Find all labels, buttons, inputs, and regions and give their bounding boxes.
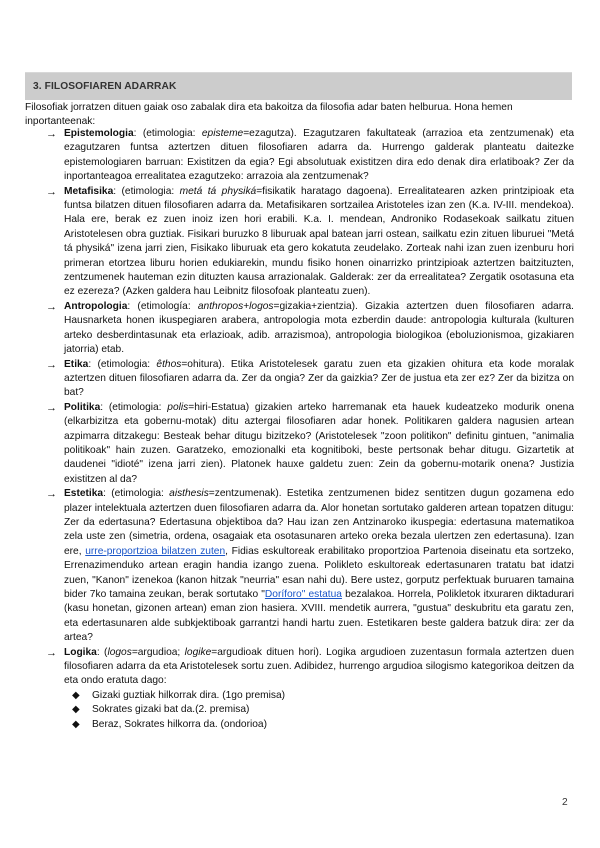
etymology-word: metá tá physiká: [179, 185, 257, 197]
etymology-prefix: : (etimologia:: [133, 128, 202, 139]
term-label: Metafisika: [64, 185, 114, 197]
conclusion: Beraz, Sokrates hilkorra da. (ondorioa): [92, 718, 267, 730]
etymology-mid: =argudioa;: [131, 646, 185, 658]
section-title: 3. FILOSOFIAREN ADARRAK: [33, 81, 177, 92]
page-number: 2: [562, 797, 568, 808]
doryphoros-statue-link[interactable]: Doríforo" estatua: [264, 589, 342, 600]
arrow-bullet-icon: →: [46, 300, 57, 313]
list-item-estetika: [46, 487, 574, 645]
description: =ohitura). Etika Aristotelesek garatu zuen eta gizakien ohitura eta kode moralak aztertzen dituen filosofiaren adarra da. Zer da ongia? Zer da gaizkia? Zer de justua eta zer ez? Zer da bizitza on bat?: [64, 358, 574, 399]
etymology-prefix: : (etimología:: [127, 300, 198, 312]
description-end: bezalakoa. Horrela, Polikletok itxuraren diktadurari (kasu honetan, gizonen artean) eman zion hasiera. XVIII. mendetik aurrera, "gustua" deskubritu eta garatu zen, eta edertasunaren alde subkjektiboak garrantzi handi hartu zuen. Estetikaren beste galdera batzuk dira: zer da artea?: [64, 589, 574, 644]
etymology-prefix: : (: [96, 646, 108, 658]
section-heading: [25, 72, 572, 100]
list-item-epistemologia: [46, 127, 574, 185]
list-item-antropologia: [46, 300, 574, 358]
etymology-prefix: : (etimologia:: [100, 401, 168, 413]
description: =fisikatik haratago dagoena). Errealitatearen azken printzipioak eta funtsa bilatzen dituen filosofiaren adarra da. Metafisikaren sortzailea Aristoteles izan zen (K.a. IV-III. mendekoa). Hala ere, berak ez zuen inoiz izen hori erabili. K.a. I. mendean, Androniko Rodasekoak sailkatu zituen Aristotelesen obra guztiak. Fisikari buruzko 8 liburuak apal batean jarri ostean, sailkatu ezin zituen liburuei "Metá tá physiká" izena jarri zien, Fisikako liburuak eta gero kokatuta zeudelako. Zorteak nahi izan zuen izenburu hori primeran etortzea liburu horien edukiarekin, mundu fisiko honen oinarrizko printzipioak aztertzen baitzituzten, zentzumenek hauteman ezin dituzten kausa arrazionalak. Galderak: zer da errealitatea? Zergatik osotasuna eta ez ezereza? (Azken galdera hau Leibnitz filosofoak planteatu zuen).: [64, 185, 574, 298]
term-label: Politika: [64, 401, 101, 413]
diamond-bullet-icon: ◆: [72, 689, 80, 701]
golden-ratio-link[interactable]: urre-proportzioa bilatzen zuten: [85, 545, 226, 557]
premise-2: Sokrates gizaki bat da.(2. premisa): [92, 704, 250, 716]
syllogism-item: [64, 718, 574, 732]
description-continued: , Fidias eskultoreak erabilitako proportzioa Partenoia diseinatu eta sortzeko, Errenazimenduko artean eragin handia izango zuena. Polikleto eskultoreak edertasunaren tratatu bat idatzi zuen, "Kanon" izenekoa (kanon hitzak "neurria" esan nahi du). Bere ustez, gorputz perfektuak buruaren tamaina bider 7ko tamaina zeukan, berak sortutako ": [64, 545, 574, 600]
etymology-word: polis: [167, 401, 189, 413]
etymology-prefix: : (etimologia:: [88, 358, 157, 370]
description: =gizakia+zientzia). Gizakia aztertzen duen filosofiaren adarra. Hausnarketa honen ikuspegiaren arabera, antropologia mota ezberdin daude: antropologia kulturala (kulturen arteko desberdintasunak eta erlazioak, adib. arrazismoa), antropologia biologikoa (eboluzionismoa, gizakiaren jatorria) etab.: [64, 300, 575, 356]
etymology-prefix: : (etimologia:: [103, 488, 170, 500]
etymology-prefix: : (etimologia:: [113, 185, 180, 197]
term-label: Estetika: [64, 488, 104, 500]
diamond-bullet-icon: ◆: [72, 718, 80, 730]
branches-list: [46, 127, 574, 732]
description: =ezagutza). Ezagutzaren fakultateak (arrazioa eta zentzumenak) eta ezagutzaren funtsa aztertzen dituen filosofiaren adarra da. Hurrengo galderak planteatu daitezke epistemologiaren barruan: Existitzen da egia? Egi absolutuak existitzen dira edo denak dira erlatiboak? Zer da inportanteagoa errealitatea ezagutzeko: arrazoia ala zentzumenak?: [64, 128, 574, 183]
arrow-bullet-icon: →: [46, 185, 57, 198]
diamond-bullet-icon: ◆: [72, 704, 80, 716]
term-label: Epistemologia: [64, 128, 134, 139]
list-item-politika: [46, 401, 574, 487]
intro-paragraph: Filosofiak jorratzen dituen gaiak oso zabalak dira eta bakoitza da filosofia adar baten helburua. Hona hemen inportanteenak:: [25, 102, 513, 128]
arrow-bullet-icon: →: [46, 358, 57, 371]
arrow-bullet-icon: →: [46, 401, 57, 414]
etymology-word: êthos: [156, 358, 182, 370]
arrow-bullet-icon: →: [46, 128, 57, 140]
etymology-word: anthropos+logos: [197, 300, 274, 312]
syllogism-list: [64, 689, 574, 732]
arrow-bullet-icon: →: [46, 646, 57, 659]
description: =argudioak dituen hori). Logika argudioen zuzentasun formala aztertzen duen filosofiaren adarra da eta Aristotelesek sortu zuen. Adibidez, hurrengo argudioa silogismo kategorikoa deitzen da eta ondo eratuta dago:: [64, 646, 574, 687]
description: =hiri-Estatua) gizakien arteko harremanak eta hauek kudeatzeko modurik onena (elkarbizitza eta gobernu-motak) ditu aztergai filosofiaren adar honek. Politikaren galdera nagusien artean azpimarra ditzakegu: Besteak behar ditugu bizitzeko? (Aristotelesek "zoon politikon" definitu gintuen, "animalia politikoak" hain zuzen. Garatzeko, emozionalki eta kognitiboki, beste pertsonak behar ditugu. Gizartetik at daudenei "idioté" izena jarri zien). Platonek hauxe galdetu zuen: Zein da gobernu-motarik onena? Justizia existitzen al da?: [64, 401, 574, 485]
list-item-etika: [46, 358, 574, 401]
etymology-word: episteme: [201, 128, 244, 139]
description: =zentzumenak). Estetika zentzumenen bidez sentitzen dugun gozamena edo plazer intelektuala aztertzen duen filosofiaren adarra da. Alor honetan sortutako galderen artean topatzen ditugu: Zer da edertasuna? Edertasuna objektiboa da? Hau izan zen Antzinaroko ikuspegia: edertasuna matematikoa zela uste zen (simetria, ordena, osagaiak eta osotasunaren arteko oreka bezala ulertzen zen edertasuna). Izan ere,: [64, 488, 575, 557]
list-item-logika: [46, 646, 574, 732]
arrow-bullet-icon: →: [46, 488, 57, 501]
term-label: Etika: [64, 358, 89, 370]
etymology-word: logos: [107, 646, 132, 658]
premise-1: Gizaki guztiak hilkorrak dira. (1go premisa): [92, 689, 286, 701]
term-label: Logika: [64, 646, 97, 658]
list-item-metafisika: [46, 185, 574, 300]
syllogism-item: [64, 689, 574, 703]
term-label: Antropologia: [64, 300, 128, 312]
etymology-word-2: logike: [184, 646, 212, 658]
syllogism-item: [64, 703, 574, 717]
etymology-word: aisthesis: [169, 488, 209, 500]
